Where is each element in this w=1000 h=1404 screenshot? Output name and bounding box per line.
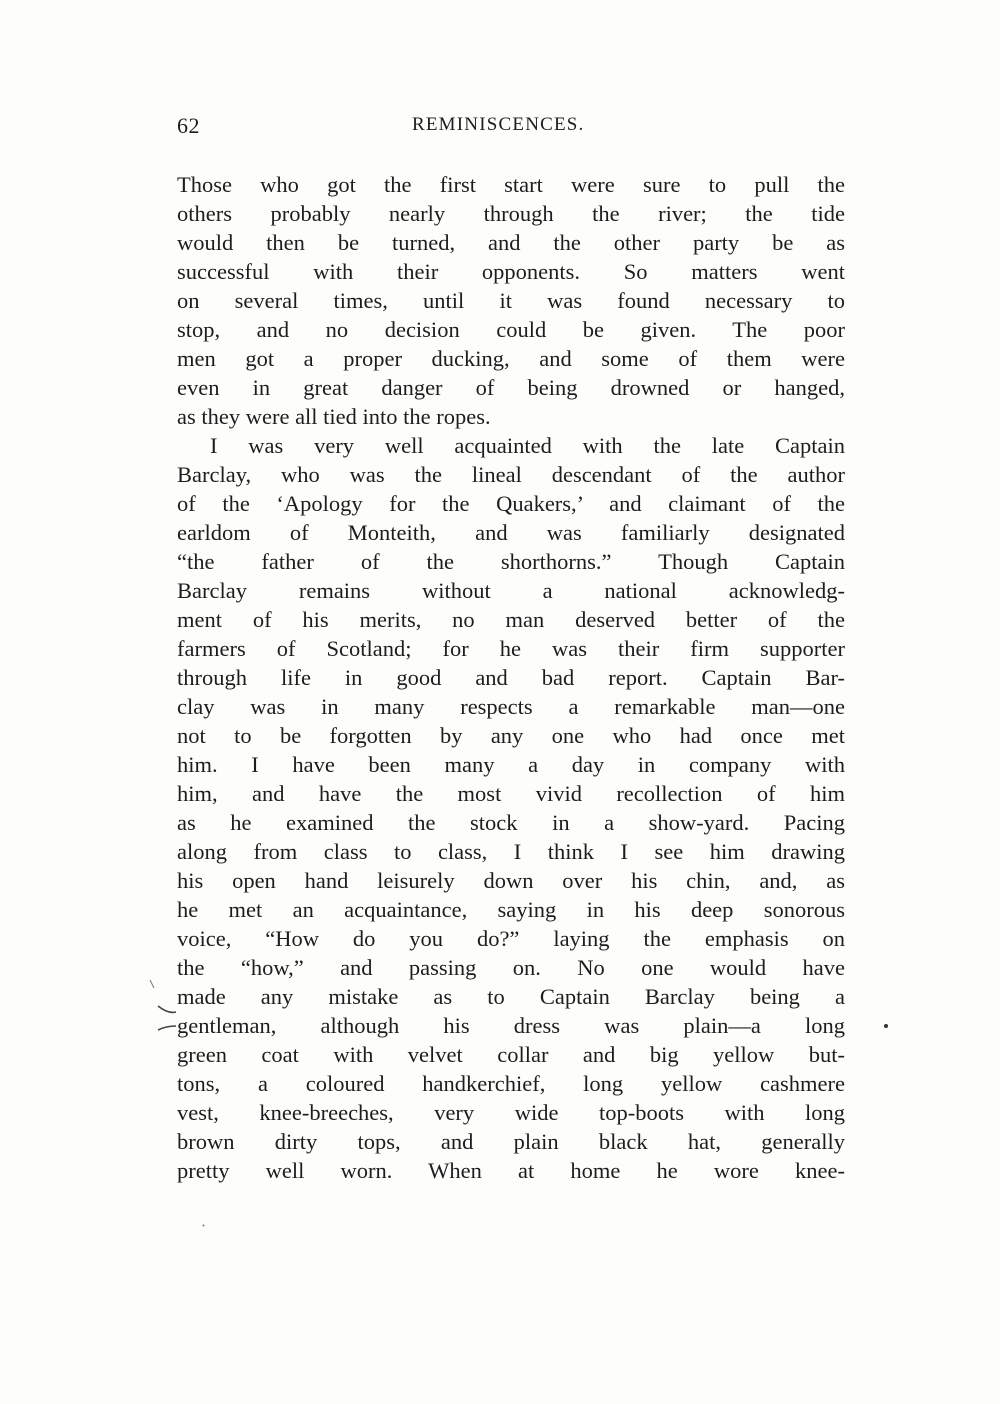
text-line: him, and have the most vivid recollection of him	[177, 781, 845, 806]
text-line: successful with their opponents. So matters went	[177, 259, 845, 284]
running-title: REMINISCENCES.	[412, 114, 585, 135]
text-line: ment of his merits, no man deserved better of the	[177, 607, 845, 632]
page-number: 62	[177, 113, 200, 138]
text-line: Barclay, who was the lineal descendant of the author	[177, 462, 845, 487]
text-line: as he examined the stock in a show-yard. Pacing	[177, 810, 845, 835]
running-head	[177, 113, 845, 143]
text-line: he met an acquaintance, saying in his deep sonorous	[177, 897, 845, 922]
text-line: earldom of Monteith, and was familiarly designated	[177, 520, 845, 545]
ink-dot-icon	[202, 1224, 205, 1227]
text-line: his open hand leisurely down over his chin, and, as	[177, 868, 845, 893]
text-line: brown dirty tops, and plain black hat, generally	[177, 1129, 845, 1154]
ink-speck-icon	[883, 1022, 889, 1030]
text-line: tons, a coloured handkerchief, long yellow cashmere	[177, 1071, 845, 1096]
text-line: green coat with velvet collar and big yellow but-	[177, 1042, 845, 1067]
text-line: him. I have been many a day in company with	[177, 752, 845, 777]
text-line: others probably nearly through the river; the tide	[177, 201, 845, 226]
text-line: as they were all tied into the ropes.	[177, 404, 491, 429]
text-line: pretty well worn. When at home he wore knee-	[177, 1158, 845, 1183]
paragraph	[177, 170, 845, 431]
text-line: vest, knee-breeches, very wide top-boots with long	[177, 1100, 845, 1125]
body-text	[177, 170, 845, 1185]
text-line: through life in good and bad report. Captain Bar-	[177, 665, 845, 690]
text-line: would then be turned, and the other party be as	[177, 230, 845, 255]
text-line: Barclay remains without a national acknowledg-	[177, 578, 845, 603]
text-line: stop, and no decision could be given. The poor	[177, 317, 845, 342]
text-line: I was very well acquainted with the late Captain	[210, 433, 845, 458]
paragraph	[177, 431, 845, 1185]
pencil-margin-mark-icon	[148, 978, 178, 1038]
text-line: men got a proper ducking, and some of them were	[177, 346, 845, 371]
text-line: gentleman, although his dress was plain—a long	[177, 1013, 845, 1038]
text-line: not to be forgotten by any one who had once met	[177, 723, 845, 748]
text-line: Those who got the first start were sure to pull the	[177, 172, 845, 197]
text-line: on several times, until it was found necessary to	[177, 288, 845, 313]
text-line: voice, “How do you do?” laying the emphasis on	[177, 926, 845, 951]
text-line: the “how,” and passing on. No one would have	[177, 955, 845, 980]
text-line: of the ‘Apology for the Quakers,’ and claimant of the	[177, 491, 845, 516]
text-line: clay was in many respects a remarkable man—one	[177, 694, 845, 719]
text-line: even in great danger of being drowned or hanged,	[177, 375, 845, 400]
text-line: made any mistake as to Captain Barclay being a	[177, 984, 845, 1009]
text-line: “the father of the shorthorns.” Though Captain	[177, 549, 845, 574]
text-line: along from class to class, I think I see him drawing	[177, 839, 845, 864]
text-line: farmers of Scotland; for he was their firm supporter	[177, 636, 845, 661]
